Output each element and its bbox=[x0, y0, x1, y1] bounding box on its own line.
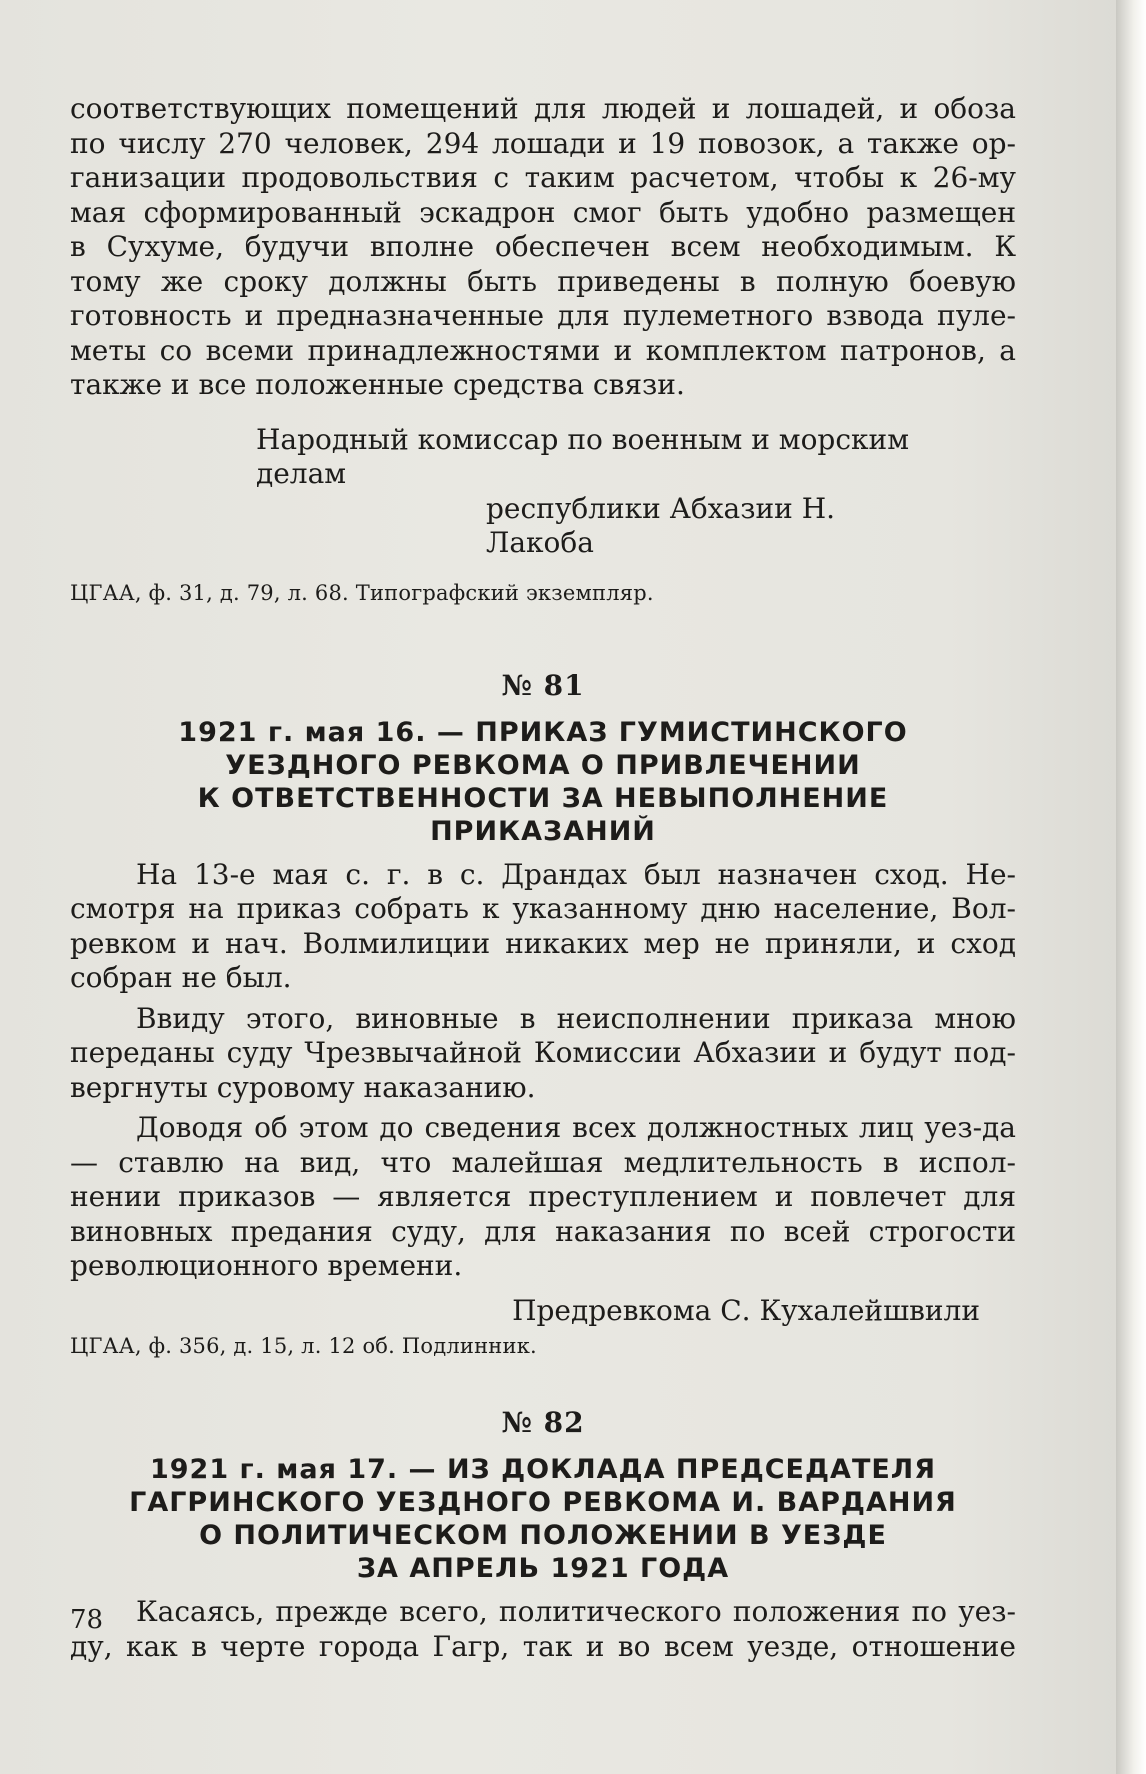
title-line: ЗА АПРЕЛЬ 1921 ГОДА bbox=[356, 1553, 730, 1584]
signature-line-2: республики Абхазии Н. Лакоба bbox=[486, 491, 836, 559]
page-content bbox=[70, 92, 1016, 1664]
text-line: мая сформированный эскадрон смог быть удобно размещен bbox=[70, 195, 1016, 229]
document-title bbox=[78, 1453, 1008, 1585]
signature: Предревкома С. Кухалейшвили bbox=[512, 1293, 980, 1327]
text-line: тому же сроку должны быть приведены в полную боевую bbox=[70, 264, 1016, 298]
document-number: № 81 bbox=[501, 668, 585, 702]
signature-line-1: Народный комиссар по военным и морским делам bbox=[256, 422, 909, 490]
title-line: К ОТВЕТСТВЕННОСТИ ЗА НЕВЫПОЛНЕНИЕ bbox=[197, 782, 889, 814]
title-line: ПРИКАЗАНИЙ bbox=[430, 815, 656, 847]
text-line: также и все положенные средства связи. bbox=[70, 368, 685, 401]
title-line: УЕЗДНОГО РЕВКОМА О ПРИВЛЕЧЕНИИ bbox=[225, 749, 861, 781]
body-paragraph: Касаясь, прежде всего, политического положения по уез-ду, как в черте города Гагр, так и во всем уезде, отношение bbox=[70, 1595, 1016, 1663]
text-line: ганизации продовольствия с таким расчетом, чтобы к 26-му bbox=[70, 161, 1016, 194]
intro-paragraph bbox=[70, 92, 1016, 403]
page-number: 78 bbox=[70, 1605, 104, 1635]
text-line: в Сухуме, будучи вполне обеспечен всем необходимым. К bbox=[70, 230, 1016, 263]
archive-reference: ЦГАА, ф. 356, д. 15, л. 12 об. Подлинник. bbox=[70, 1334, 537, 1358]
body-paragraph: На 13-е мая с. г. в с. Драндах был назначен сход. Не-смотря на приказ собрать к указанному дню население, Вол-ревком и нач. Волмилиции никаких мер не приняли, и сход собран не был. bbox=[70, 857, 1016, 994]
title-line: 1921 г. мая 17. — ИЗ ДОКЛАДА ПРЕДСЕДАТЕЛЯ bbox=[149, 1454, 937, 1485]
title-line: О ПОЛИТИЧЕСКОМ ПОЛОЖЕНИИ В УЕЗДЕ bbox=[199, 1520, 887, 1551]
page-edge-shadow bbox=[1116, 0, 1146, 1774]
title-line: ГАГРИНСКОГО УЕЗДНОГО РЕВКОМА И. ВАРДАНИЯ bbox=[129, 1487, 957, 1518]
signature-block bbox=[168, 423, 938, 561]
body-paragraph: Ввиду этого, виновные в неисполнении приказа мною переданы суду Чрезвычайной Комиссии Абхазии и будут под-вергнуты суровому наказанию. bbox=[70, 1001, 1016, 1104]
text-line: меты со всеми принадлежностями и комплектом патронов, а bbox=[70, 333, 1016, 367]
text-line: соответствующих помещений для людей и лошадей, и обоза bbox=[70, 92, 1016, 125]
body-paragraph: Доводя об этом до сведения всех должностных лиц уез-да — ставлю на вид, что малейшая медлительность в испол-нении приказов — является преступлением и повлечет для виновных предания суду, для наказания по всей строгости революционного времени. bbox=[70, 1111, 1016, 1282]
document-title bbox=[78, 716, 1008, 848]
archive-reference: ЦГАА, ф. 31, д. 79, л. 68. Типографский экземпляр. bbox=[70, 580, 654, 605]
text-line: по числу 270 человек, 294 лошади и 19 повозок, а также ор- bbox=[70, 126, 1016, 160]
text-line: готовность и предназначенные для пулеметного взвода пуле- bbox=[70, 299, 1016, 332]
document-number: № 82 bbox=[501, 1406, 585, 1439]
title-line: 1921 г. мая 16. — ПРИКАЗ ГУМИСТИНСКОГО bbox=[178, 716, 908, 748]
